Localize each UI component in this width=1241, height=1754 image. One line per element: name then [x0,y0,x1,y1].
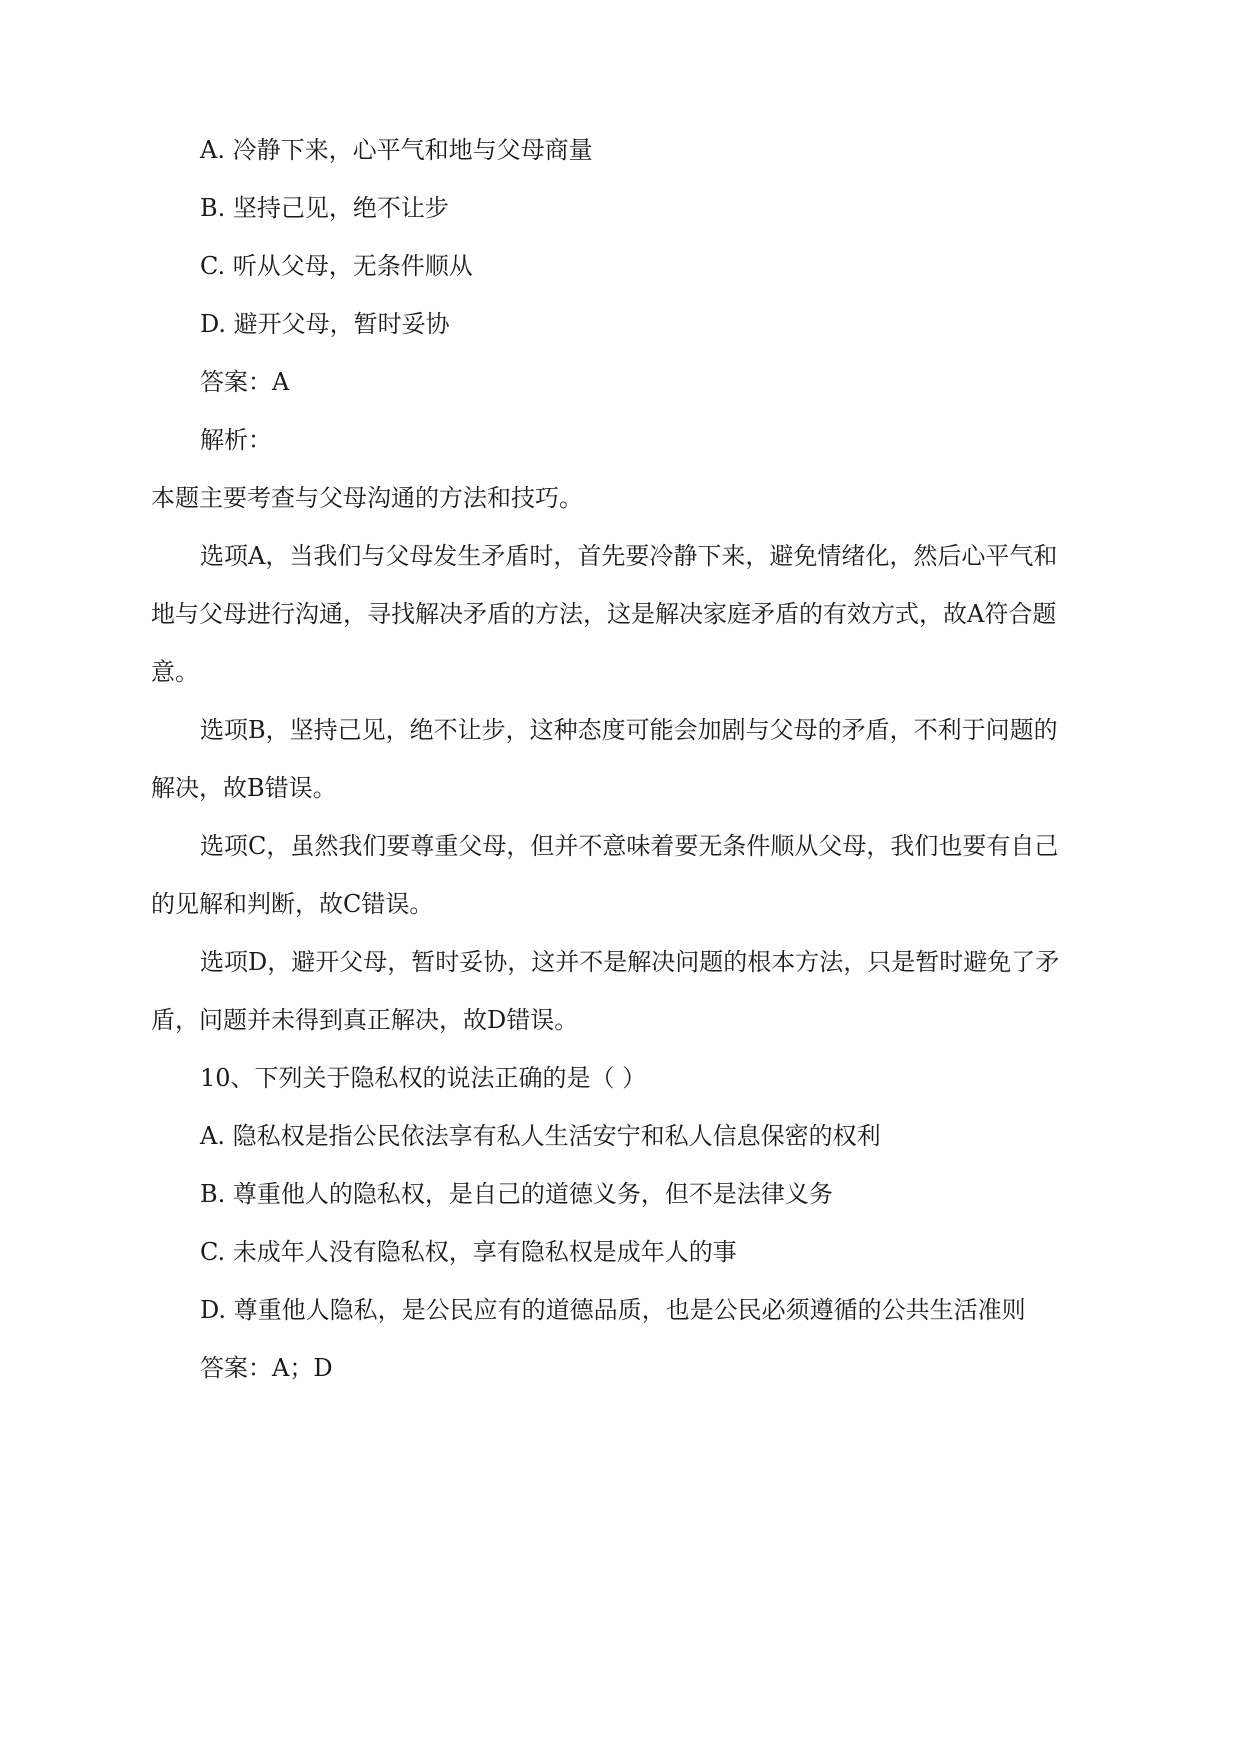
q9-option-a: A. 冷静下来，心平气和地与父母商量 [200,136,593,164]
q10-option-d: D. 尊重他人隐私，是公民应有的道德品质，也是公民必须遵循的公共生活准则 [200,1296,1026,1324]
q9-analysis-intro: 本题主要考查与父母沟通的方法和技巧。 [151,484,583,512]
q9-analysis-b-line-1: 选项B，坚持己见，绝不让步，这种态度可能会加剧与父母的矛盾，不利于问题的 [200,716,1058,744]
q9-analysis-d-line-1: 选项D，避开父母，暂时妥协，这并不是解决问题的根本方法，只是暂时避免了矛 [200,948,1060,976]
q10-question: 10、下列关于隐私权的说法正确的是（ ） [200,1064,647,1092]
q9-analysis-a-line-2: 地与父母进行沟通，寻找解决矛盾的方法，这是解决家庭矛盾的有效方式，故A符合题 [151,600,1057,628]
q9-option-d: D. 避开父母，暂时妥协 [200,310,450,338]
q10-option-c: C. 未成年人没有隐私权，享有隐私权是成年人的事 [200,1238,737,1266]
q9-analysis-b-line-2: 解决，故B错误。 [151,774,337,802]
q10-answer: 答案：A；D [200,1354,333,1382]
q9-analysis-a-line-1: 选项A，当我们与父母发生矛盾时，首先要冷静下来，避免情绪化，然后心平气和 [200,542,1058,570]
q10-option-a: A. 隐私权是指公民依法享有私人生活安宁和私人信息保密的权利 [200,1122,881,1150]
q9-analysis-c-line-2: 的见解和判断，故C错误。 [151,890,434,918]
q9-option-b: B. 坚持己见，绝不让步 [200,194,449,222]
q9-option-c: C. 听从父母，无条件顺从 [200,252,473,280]
q9-analysis-label: 解析： [200,426,272,454]
q9-answer: 答案：A [200,368,290,396]
q9-analysis-a-line-3: 意。 [151,658,199,686]
q10-option-b: B. 尊重他人的隐私权，是自己的道德义务，但不是法律义务 [200,1180,833,1208]
q9-analysis-c-line-1: 选项C，虽然我们要尊重父母，但并不意味着要无条件顺从父母，我们也要有自己 [200,832,1059,860]
q9-analysis-d-line-2: 盾，问题并未得到真正解决，故D错误。 [151,1006,579,1034]
